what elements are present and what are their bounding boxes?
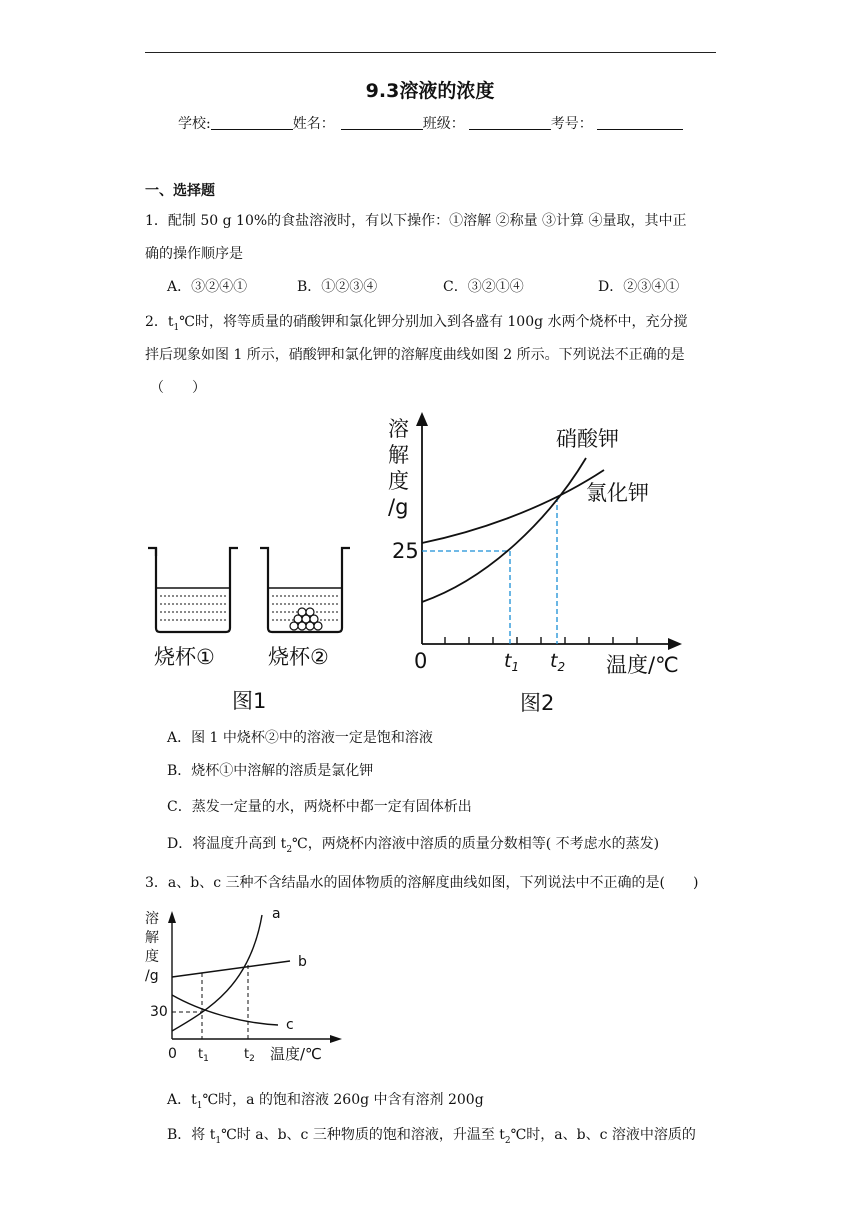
q3-line1: 3．a、b、c 三种不含结晶水的固体物质的溶解度曲线如图，下列说法中不正确的是( ) xyxy=(145,875,699,891)
fig2-x-arrow xyxy=(668,638,682,650)
fig2-y-arrow xyxy=(416,412,428,426)
fig2-curve-kno3 xyxy=(422,458,586,602)
figure2-caption: 图2 xyxy=(520,691,555,715)
figure1-caption: 图1 xyxy=(232,689,267,713)
q1-line1: 1．配制 50 g 10%的食盐溶液时，有以下操作：①溶解 ②称量 ③计算 ④量取，其中正 xyxy=(145,213,687,229)
q2-option-c[interactable]: C．蒸发一定量的水，两烧杯中都一定有固体析出 xyxy=(167,799,472,815)
class-blank[interactable] xyxy=(469,115,551,130)
fig2-origin: 0 xyxy=(414,649,428,673)
q3-ylabel-3: 度 xyxy=(145,949,159,965)
school-blank[interactable] xyxy=(211,115,293,130)
q3-option-b-sub2: 2 xyxy=(504,1135,511,1146)
q3-option-b-sub1: 1 xyxy=(215,1135,222,1146)
q2-option-d[interactable] xyxy=(167,833,659,855)
undissolved-solid xyxy=(290,608,322,630)
q2-figure2-chart xyxy=(380,408,700,720)
q3-curve-b xyxy=(172,961,290,977)
page-title: 9.3溶液的浓度 xyxy=(365,80,495,102)
q3-ylabel-2: 解 xyxy=(145,930,159,946)
q2-line3: （ ） xyxy=(150,380,206,396)
fig2-x-ticks xyxy=(445,637,637,644)
q2-num: 2．t xyxy=(145,314,174,330)
student-info-line xyxy=(178,113,683,133)
q3-option-b-pre: B．将 t xyxy=(167,1127,216,1143)
name-blank[interactable] xyxy=(341,115,423,130)
q1-option-c[interactable]: C．③②①④ xyxy=(443,279,524,295)
q2-line1 xyxy=(145,311,688,333)
q1-option-d[interactable]: D．②③④① xyxy=(598,279,680,295)
exam-no-label: 考号： xyxy=(550,116,593,132)
q3-ylabel-4: /g xyxy=(145,968,159,984)
q2-figure1 xyxy=(140,540,360,720)
q3-xlabel: 温度/℃ xyxy=(270,1045,322,1063)
q3-t1-label: $t_1$ xyxy=(198,1047,209,1064)
q2-option-d-post: ℃，两烧杯内溶液中溶质的质量分数相等( 不考虑水的蒸发) xyxy=(292,836,660,852)
q3-y-arrow xyxy=(168,911,176,923)
fig2-t1-label: $t_1$ xyxy=(504,650,520,674)
class-label: 班级： xyxy=(422,116,465,132)
exam-no-blank[interactable] xyxy=(597,115,683,130)
q2-line1-rest: ℃时，将等质量的硝酸钾和氯化钾分别加入到各盛有 100g 水两个烧杯中，充分搅 xyxy=(179,314,688,330)
fig2-ylabel-4: /g xyxy=(388,495,409,519)
q2-option-d-pre: D．将温度升高到 t xyxy=(167,836,287,852)
school-label: 学校: xyxy=(178,116,211,132)
q2-option-d-sub: 2 xyxy=(286,844,293,855)
q3-option-a-sub: 1 xyxy=(196,1100,203,1111)
beaker-2 xyxy=(260,548,350,632)
q2-option-a[interactable]: A．图 1 中烧杯②中的溶液一定是饱和溶液 xyxy=(167,730,433,746)
header-rule xyxy=(145,52,716,53)
q3-option-a-post: ℃时，a 的饱和溶液 260g 中含有溶剂 200g xyxy=(202,1092,484,1108)
fig2-ylabel-2: 解 xyxy=(388,443,409,467)
q3-curve-c xyxy=(172,995,278,1025)
q3-origin: 0 xyxy=(168,1046,177,1062)
beaker-2-label: 烧杯② xyxy=(268,645,329,669)
q3-figure-chart xyxy=(140,905,360,1075)
fig2-t2-label: $t_2$ xyxy=(550,650,566,674)
fig2-curve-kcl xyxy=(422,470,604,543)
beaker-1 xyxy=(148,548,238,632)
q2-t1-sub: 1 xyxy=(173,322,180,333)
q3-option-b[interactable] xyxy=(167,1124,696,1146)
fig2-xlabel: 温度/℃ xyxy=(606,653,679,677)
fig2-ylabel-3: 度 xyxy=(388,469,409,493)
q2-line2: 拌后现象如图 1 所示，硝酸钾和氯化钾的溶解度曲线如图 2 所示。下列说法不正确的是 xyxy=(145,347,685,363)
q3-ytick-30: 30 xyxy=(150,1004,168,1020)
q3-series-a-label: a xyxy=(272,906,281,922)
q3-ylabel-1: 溶 xyxy=(145,911,159,927)
q1-line2: 确的操作顺序是 xyxy=(145,246,243,262)
q3-series-c-label: c xyxy=(286,1017,294,1033)
fig2-ytick-25: 25 xyxy=(392,539,419,563)
q3-option-a-pre: A．t xyxy=(167,1092,197,1108)
fig2-series-kcl-label: 氯化钾 xyxy=(586,481,649,505)
beaker-1-label: 烧杯① xyxy=(154,645,215,669)
q3-t2-label: $t_2$ xyxy=(244,1047,255,1064)
q3-series-b-label: b xyxy=(298,954,307,970)
q1-option-a[interactable]: A．③②④① xyxy=(167,279,248,295)
fig2-series-kno3-label: 硝酸钾 xyxy=(556,427,619,451)
fig2-ylabel-1: 溶 xyxy=(388,417,409,441)
q3-option-b-mid: ℃时 a、b、c 三种物质的饱和溶液，升温至 t xyxy=(221,1127,505,1143)
name-label: 姓名： xyxy=(292,116,335,132)
q3-option-a[interactable] xyxy=(167,1089,484,1111)
q3-option-b-post: ℃时，a、b、c 溶液中溶质的 xyxy=(510,1127,696,1143)
q2-option-b[interactable]: B．烧杯①中溶解的溶质是氯化钾 xyxy=(167,763,374,779)
section-title: 一、选择题 xyxy=(145,183,215,199)
q3-x-arrow xyxy=(330,1035,342,1043)
q1-option-b[interactable]: B．①②③④ xyxy=(297,279,378,295)
